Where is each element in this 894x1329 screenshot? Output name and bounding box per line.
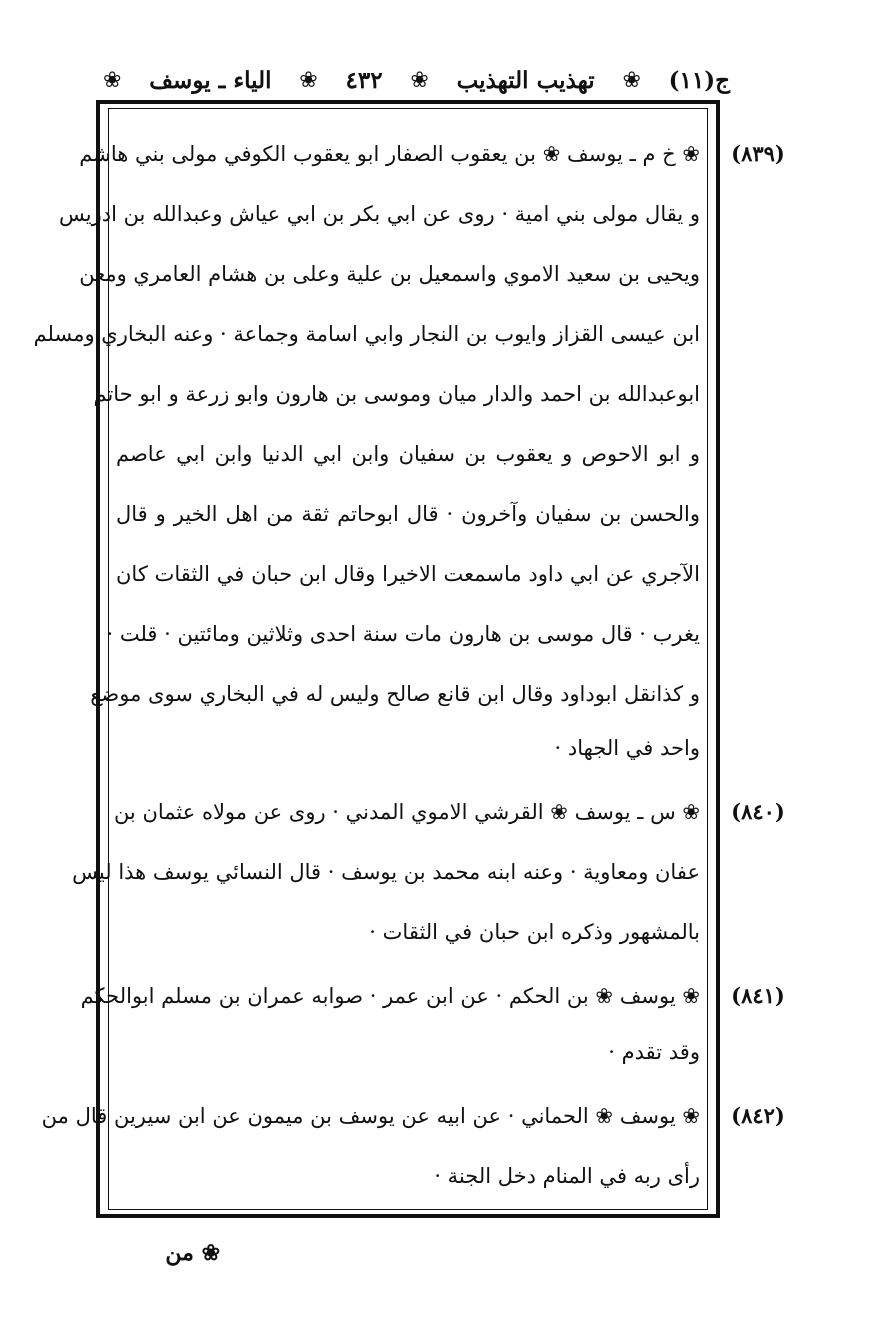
- text-line: يغرب · قال موسى بن هارون مات سنة احدى وثلاثين ومائتين · قلت ·: [106, 622, 700, 646]
- header-page-number: ٤٣٢: [345, 66, 383, 94]
- entry-number: (٨٣٩): [731, 141, 785, 166]
- ornament-icon: ❀: [103, 67, 122, 93]
- ornament-icon: ❀: [410, 67, 429, 93]
- text-line: ❀ خ م ـ يوسف ❀ بن يعقوب الصفار ابو يعقوب الكوفي مولى بني هاشم: [79, 142, 700, 166]
- text-line: ابن عيسى القزاز وايوب بن النجار وابي اسامة وجماعة · وعنه البخاري ومسلم: [33, 322, 700, 346]
- entry-number: (٨٤١): [731, 983, 785, 1008]
- header-volume: ج(١١): [668, 66, 730, 94]
- text-line: ابوعبدالله بن احمد والدار ميان وموسى بن هارون وابو زرعة و ابو حاتم: [93, 382, 700, 406]
- text-line: ❀ س ـ يوسف ❀ القرشي الاموي المدني · روى عن مولاه عثمان بن: [113, 800, 700, 824]
- entry-number: (٨٤٠): [731, 799, 785, 824]
- text-line: و ابو الاحوص و يعقوب بن سفيان وابن ابي الدنيا وابن ابي عاصم: [116, 442, 700, 466]
- text-line: ❀ يوسف ❀ بن الحكم · عن ابن عمر · صوابه عمران بن مسلم ابوالحكم: [80, 984, 700, 1008]
- text-line: عفان ومعاوية · وعنه ابنه محمد بن يوسف · قال النسائي يوسف هذا ليس: [72, 860, 700, 884]
- header-section: الياء ـ يوسف: [149, 66, 272, 94]
- text-line: ❀ يوسف ❀ الحماني · عن ابيه عن يوسف بن ميمون عن ابن سيرين قال من: [41, 1104, 700, 1128]
- text-line: و يقال مولى بني امية · روى عن ابي بكر بن ابي عياش وعبدالله بن ادريس: [58, 202, 700, 226]
- text-line: رأى ربه في المنام دخل الجنة ·: [434, 1164, 700, 1188]
- header-book-title: تهذيب التهذيب: [456, 66, 595, 94]
- entry-number: (٨٤٢): [731, 1103, 785, 1128]
- ornament-icon: ❀: [622, 67, 641, 93]
- catchword: ❀ من: [165, 1240, 220, 1266]
- text-line: و كذانقل ابوداود وقال ابن قانع صالح وليس له في البخاري سوى موضع: [90, 682, 700, 706]
- text-line: وقد تقدم ·: [608, 1040, 700, 1064]
- text-line: والحسن بن سفيان وآخرون · قال ابوحاتم ثقة من اهل الخير و قال: [116, 502, 700, 526]
- ornament-icon: ❀: [299, 67, 318, 93]
- text-line: ويحيى بن سعيد الاموي واسمعيل بن علية وعلى بن هشام العامري ومعن: [79, 262, 700, 286]
- text-line: واحد في الجهاد ·: [554, 736, 700, 760]
- text-line: الآجري عن ابي داود ماسمعت الاخيرا وقال ابن حبان في الثقات كان: [116, 562, 700, 586]
- text-line: بالمشهور وذكره ابن حبان في الثقات ·: [369, 920, 700, 944]
- page-header: [100, 62, 730, 98]
